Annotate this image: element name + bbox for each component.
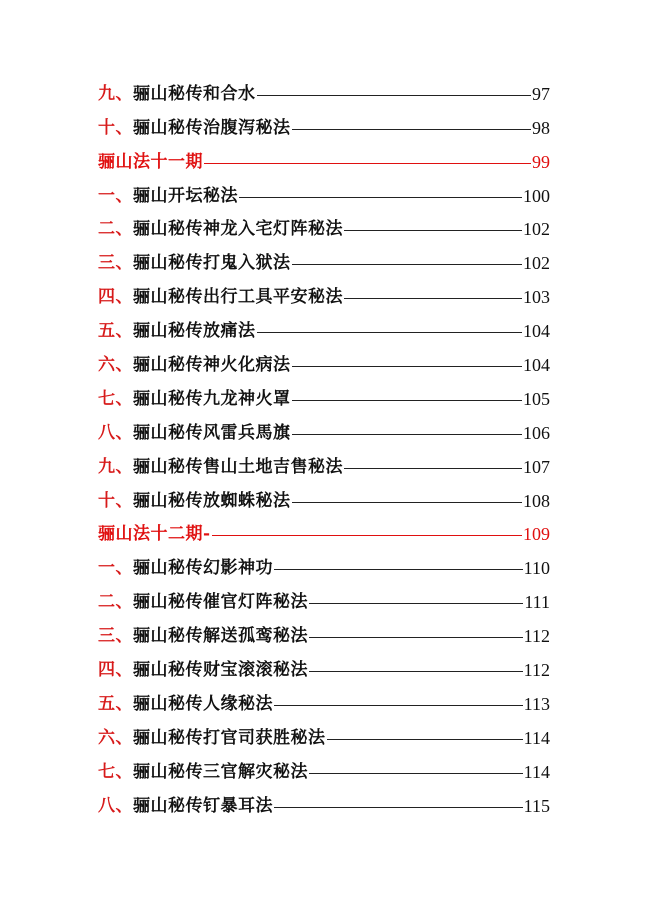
toc-leader-line — [344, 298, 522, 299]
toc-entry-title: 骊山秘传人缘秘法 — [133, 693, 273, 714]
toc-page-number: 98 — [532, 117, 550, 138]
toc-entry-title: 骊山秘传催官灯阵秘法 — [133, 592, 308, 613]
toc-page-number: 108 — [523, 490, 550, 511]
toc-page-number: 104 — [523, 355, 550, 376]
toc-entry-number: 三 — [98, 626, 116, 647]
toc-leader-line — [274, 705, 523, 706]
toc-entry-number: 一 — [98, 185, 116, 206]
toc-entry-text — [98, 626, 308, 646]
toc-entry-separator: 、 — [115, 761, 133, 782]
toc-entry-title: 骊山法十二期- — [98, 524, 211, 545]
toc-entry-separator: 、 — [115, 626, 133, 647]
toc-entry-text — [98, 728, 326, 748]
toc-leader-line — [257, 95, 532, 96]
toc-entry-separator: 、 — [115, 660, 133, 681]
toc-entry-number: 二 — [98, 592, 116, 613]
toc-entry-separator: 、 — [115, 727, 133, 748]
toc-entry-title: 骊山秘传九龙神火罩 — [133, 388, 291, 409]
toc-entry[interactable] — [98, 616, 550, 650]
toc-entry-title: 骊山秘传解送孤鸾秘法 — [133, 626, 308, 647]
toc-entry[interactable] — [98, 379, 550, 413]
toc-entry-title: 骊山秘传出行工具平安秘法 — [133, 287, 343, 308]
toc-section-heading[interactable] — [98, 515, 550, 549]
toc-leader-line — [309, 773, 523, 774]
toc-entry-number: 四 — [98, 660, 116, 681]
toc-entry-number: 八 — [98, 422, 116, 443]
toc-entry-text — [98, 84, 256, 104]
toc-entry-number: 四 — [98, 287, 116, 308]
toc-entry-separator: 、 — [115, 321, 133, 342]
toc-leader-line — [344, 468, 522, 469]
toc-leader-line — [292, 366, 523, 367]
toc-entry[interactable] — [98, 277, 550, 311]
toc-entry-title: 骊山秘传幻影神功 — [133, 558, 273, 579]
toc-page-number: 114 — [523, 727, 550, 748]
toc-entry[interactable] — [98, 311, 550, 345]
toc-entry-text — [98, 660, 308, 680]
toc-entry-separator: 、 — [115, 355, 133, 376]
toc-page-number: 115 — [523, 795, 550, 816]
toc-leader-line — [309, 637, 523, 638]
toc-entry-number: 十 — [98, 117, 116, 138]
toc-page-number: 109 — [523, 524, 550, 545]
toc-entry-title: 骊山秘传放蜘蛛秘法 — [133, 490, 291, 511]
toc-page-number: 103 — [523, 287, 550, 308]
toc-entry-number: 一 — [98, 558, 116, 579]
toc-entry-number: 六 — [98, 355, 116, 376]
toc-entry-separator: 、 — [115, 456, 133, 477]
toc-entry-text — [98, 524, 211, 544]
toc-entry-text — [98, 558, 273, 578]
toc-entry-title: 骊山秘传三官解灾秘法 — [133, 761, 308, 782]
toc-entry-text — [98, 219, 343, 239]
toc-entry[interactable] — [98, 582, 550, 616]
toc-entry-separator: 、 — [115, 388, 133, 409]
toc-page-number: 105 — [523, 388, 550, 409]
toc-leader-line — [274, 807, 523, 808]
toc-entry-title: 骊山秘传打鬼入狱法 — [133, 253, 291, 274]
toc-entry-separator: 、 — [115, 422, 133, 443]
toc-entry-title: 骊山秘传和合水 — [133, 83, 256, 104]
toc-page-number: 112 — [523, 626, 550, 647]
toc-entry-text — [98, 694, 273, 714]
toc-entry-text — [98, 592, 308, 612]
toc-entry-number: 九 — [98, 83, 116, 104]
toc-leader-line — [327, 739, 523, 740]
toc-entry[interactable] — [98, 684, 550, 718]
toc-page-number: 97 — [532, 83, 550, 104]
toc-entry[interactable] — [98, 243, 550, 277]
toc-entry-number: 三 — [98, 253, 116, 274]
toc-leader-line — [239, 197, 522, 198]
toc-entry[interactable] — [98, 413, 550, 447]
toc-page-number: 111 — [524, 592, 550, 613]
toc-entry[interactable] — [98, 447, 550, 481]
toc-entry-text — [98, 287, 343, 307]
toc-leader-line — [212, 535, 522, 536]
toc-page-number: 107 — [523, 456, 550, 477]
toc-entry-title: 骊山秘传治腹泻秘法 — [133, 117, 291, 138]
toc-leader-line — [257, 332, 523, 333]
toc-entry-title: 骊山秘传风雷兵馬旗 — [133, 422, 291, 443]
table-of-contents — [98, 74, 550, 820]
toc-entry-number: 九 — [98, 456, 116, 477]
toc-leader-line — [292, 400, 523, 401]
toc-entry-title: 骊山秘传售山土地吉售秘法 — [133, 456, 343, 477]
toc-entry-separator: 、 — [115, 117, 133, 138]
toc-entry-text — [98, 762, 308, 782]
toc-entry-number: 八 — [98, 795, 116, 816]
toc-entry-text — [98, 796, 273, 816]
toc-entry-text — [98, 152, 203, 172]
toc-entry-title: 骊山开坛秘法 — [133, 185, 238, 206]
toc-entry-separator: 、 — [115, 795, 133, 816]
toc-entry[interactable] — [98, 74, 550, 108]
toc-page-number: 99 — [532, 151, 550, 172]
toc-entry-text — [98, 389, 291, 409]
toc-leader-line — [292, 434, 523, 435]
toc-entry[interactable] — [98, 108, 550, 142]
toc-entry-separator: 、 — [115, 558, 133, 579]
toc-page-number: 102 — [523, 253, 550, 274]
toc-entry-title: 骊山秘传放痛法 — [133, 321, 256, 342]
toc-entry-separator: 、 — [115, 592, 133, 613]
toc-entry-number: 六 — [98, 727, 116, 748]
toc-page-number: 106 — [523, 422, 550, 443]
toc-section-heading[interactable] — [98, 142, 550, 176]
toc-entry[interactable] — [98, 176, 550, 210]
toc-entry-text — [98, 321, 256, 341]
toc-entry-number: 十 — [98, 490, 116, 511]
toc-entry[interactable] — [98, 718, 550, 752]
toc-entry[interactable] — [98, 548, 550, 582]
toc-entry-number: 七 — [98, 388, 116, 409]
toc-entry-number: 二 — [98, 219, 116, 240]
toc-entry-text — [98, 355, 291, 375]
toc-leader-line — [274, 569, 523, 570]
toc-entry-separator: 、 — [115, 219, 133, 240]
toc-page-number: 114 — [523, 761, 550, 782]
toc-leader-line — [309, 671, 523, 672]
toc-entry-separator: 、 — [115, 490, 133, 511]
toc-leader-line — [292, 264, 523, 265]
toc-entry-separator: 、 — [115, 83, 133, 104]
toc-entry[interactable] — [98, 345, 550, 379]
toc-page-number: 112 — [523, 660, 550, 681]
toc-entry-number: 五 — [98, 693, 116, 714]
toc-entry-title: 骊山秘传神龙入宅灯阵秘法 — [133, 219, 343, 240]
toc-leader-line — [204, 163, 531, 164]
toc-page-number: 104 — [523, 321, 550, 342]
toc-leader-line — [309, 603, 523, 604]
toc-entry[interactable] — [98, 650, 550, 684]
toc-entry-number: 五 — [98, 321, 116, 342]
toc-page-number: 110 — [523, 558, 550, 579]
toc-entry-text — [98, 457, 343, 477]
toc-entry[interactable] — [98, 210, 550, 244]
toc-entry-title: 骊山秘传神火化病法 — [133, 355, 291, 376]
toc-leader-line — [344, 230, 522, 231]
toc-entry-text — [98, 186, 238, 206]
toc-page-number: 113 — [523, 693, 550, 714]
toc-entry-title: 骊山秘传钉暴耳法 — [133, 795, 273, 816]
toc-entry-separator: 、 — [115, 253, 133, 274]
toc-entry-text — [98, 118, 291, 138]
toc-entry[interactable] — [98, 752, 550, 786]
toc-entry-title: 骊山秘传财宝滚滚秘法 — [133, 660, 308, 681]
toc-entry[interactable] — [98, 481, 550, 515]
toc-entry-separator: 、 — [115, 185, 133, 206]
toc-entry-separator: 、 — [115, 693, 133, 714]
toc-entry-text — [98, 253, 291, 273]
toc-entry-number: 七 — [98, 761, 116, 782]
toc-entry-title: 骊山法十一期 — [98, 151, 203, 172]
toc-entry-text — [98, 423, 291, 443]
toc-leader-line — [292, 502, 523, 503]
toc-entry-separator: 、 — [115, 287, 133, 308]
toc-page-number: 102 — [523, 219, 550, 240]
toc-entry-title: 骊山秘传打官司获胜秘法 — [133, 727, 326, 748]
toc-leader-line — [292, 129, 532, 130]
toc-entry[interactable] — [98, 786, 550, 820]
toc-entry-text — [98, 491, 291, 511]
toc-page-number: 100 — [523, 185, 550, 206]
